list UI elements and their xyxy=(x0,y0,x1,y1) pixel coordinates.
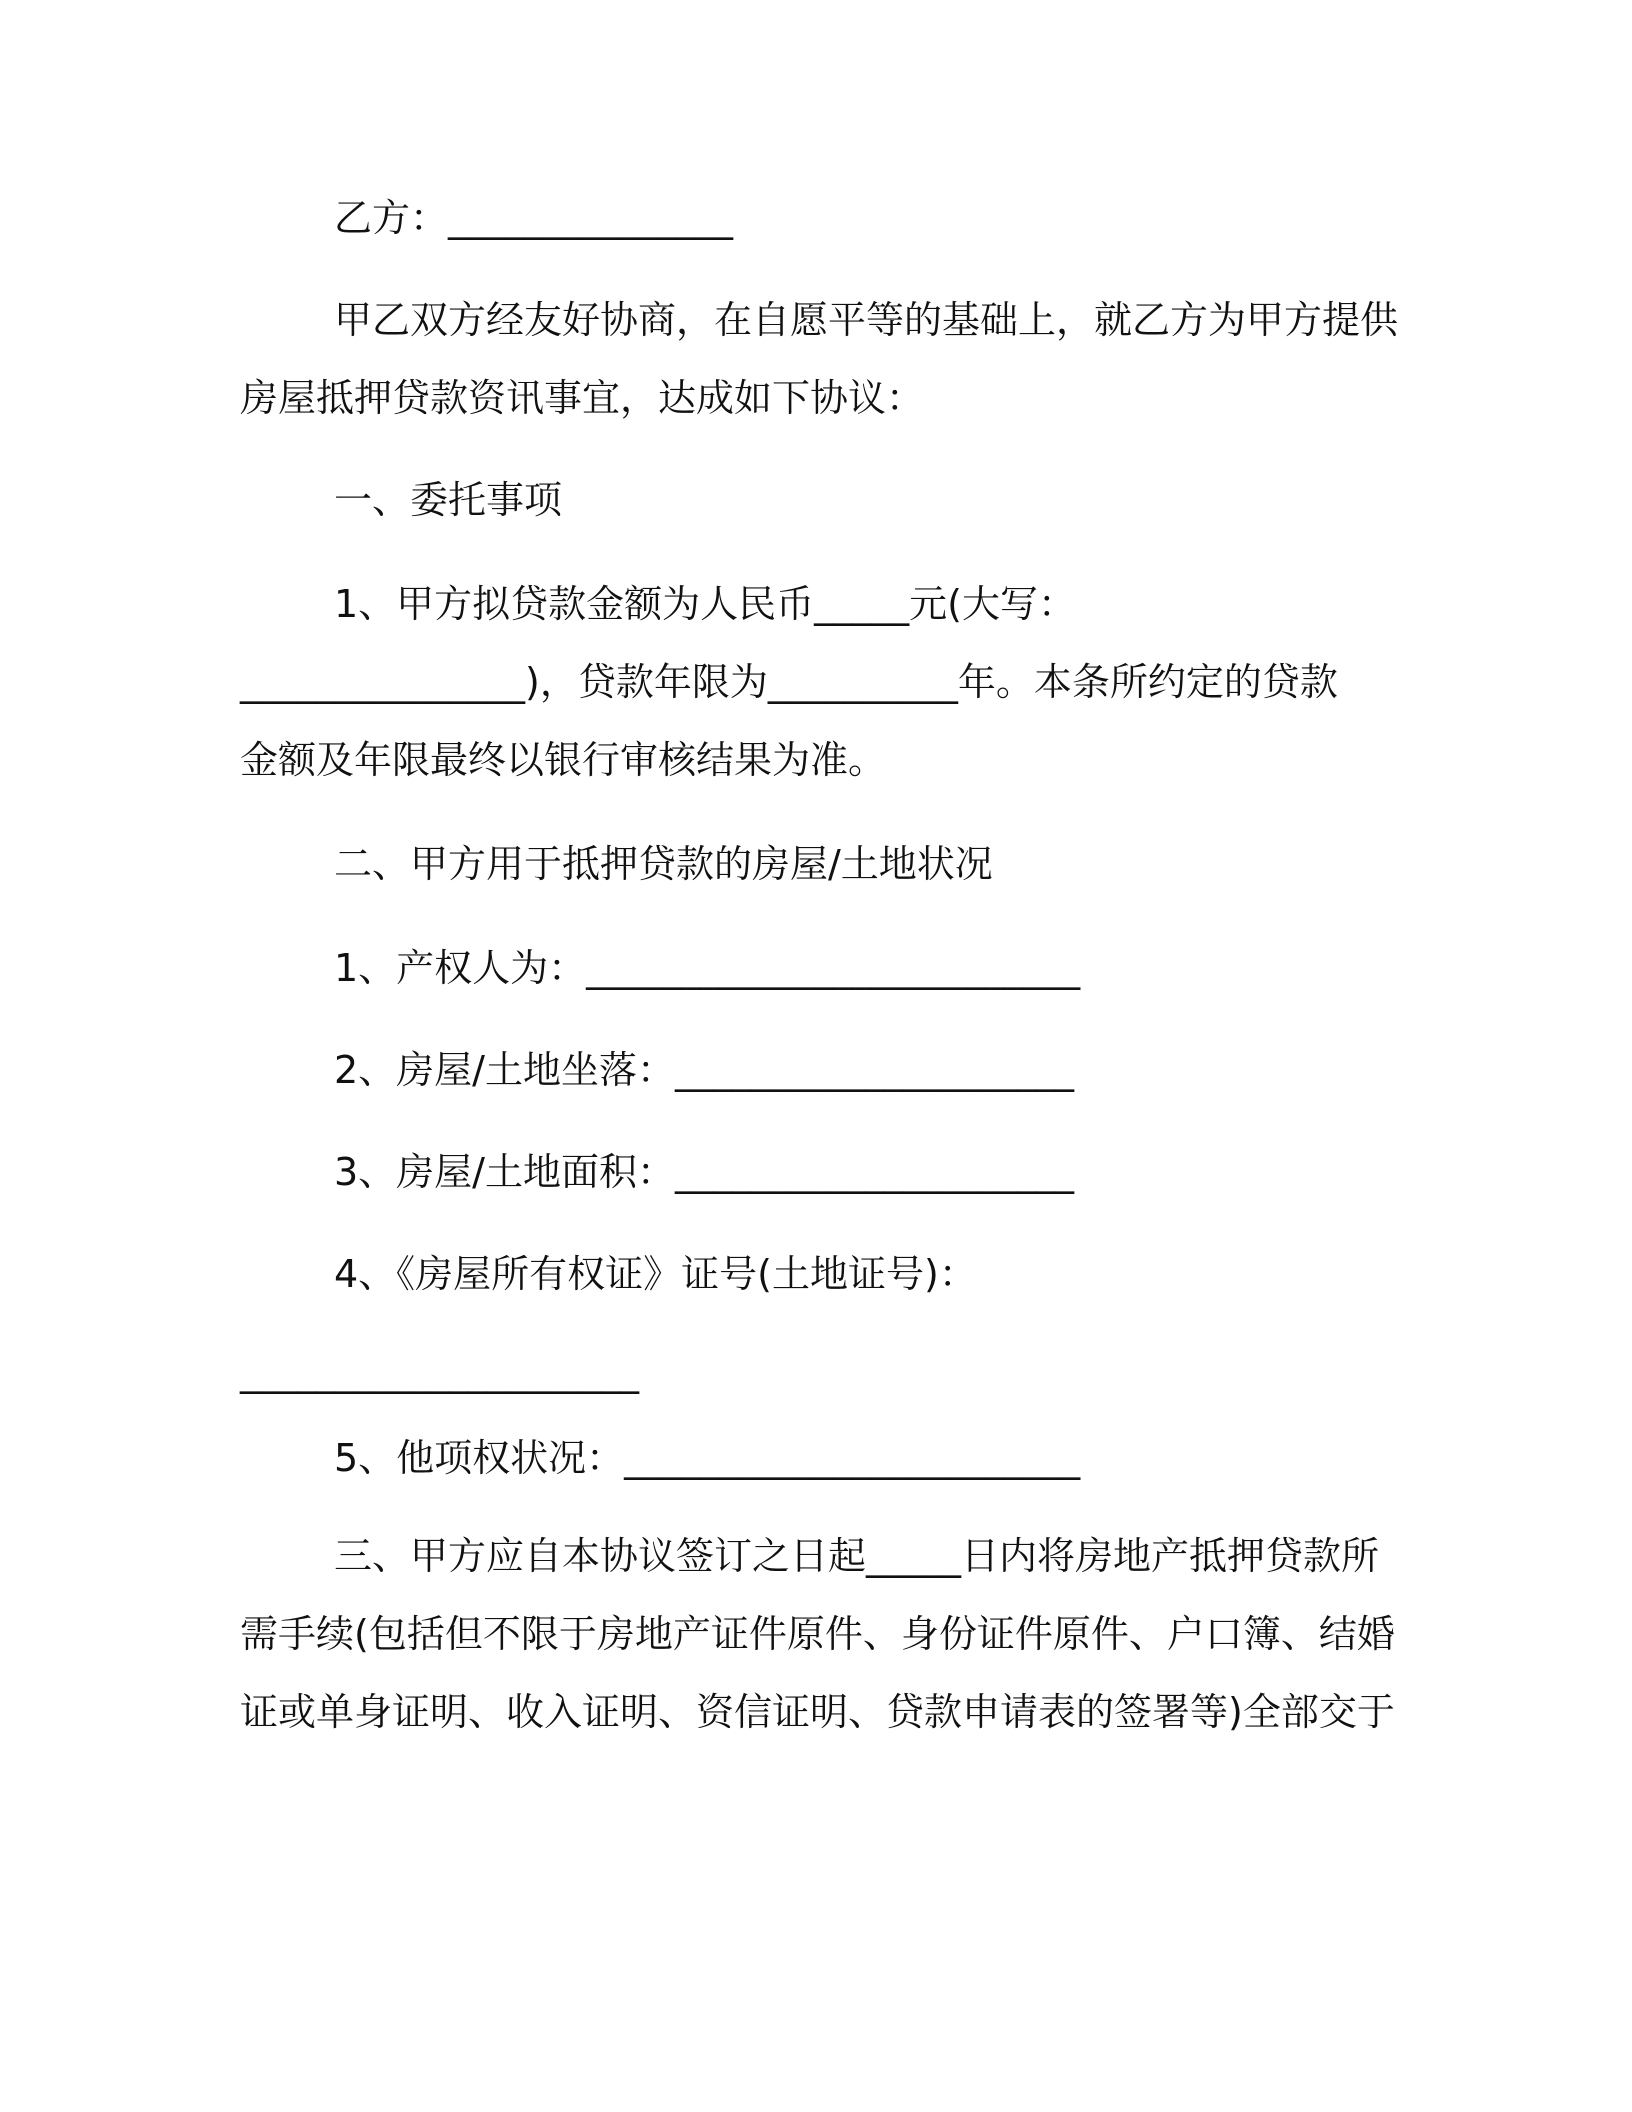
clause-2-5: 5、他项权状况：________________________ xyxy=(334,1436,1081,1480)
intro-paragraph-line-2: 房屋抵押贷款资讯事宜，达成如下协议： xyxy=(240,376,925,420)
clause-1-1-line-2: _______________)，贷款年限为__________年。本条所约定的贷款 xyxy=(240,660,1338,704)
party-b-line: 乙方：_______________ xyxy=(334,196,734,240)
section-3-line-2: 需手续(包括但不限于房地产证件原件、身份证件原件、户口簿、结婚 xyxy=(240,1612,1395,1656)
clause-2-4-line-2: _____________________ xyxy=(240,1350,639,1394)
clause-1-1-line-3: 金额及年限最终以银行审核结果为准。 xyxy=(240,738,887,782)
section-3-line-3: 证或单身证明、收入证明、资信证明、贷款申请表的签署等)全部交于 xyxy=(240,1690,1395,1734)
intro-paragraph-line-1: 甲乙双方经友好协商，在自愿平等的基础上，就乙方为甲方提供 xyxy=(334,298,1399,342)
clause-2-2: 2、房屋/土地坐落：_____________________ xyxy=(334,1048,1074,1092)
clause-1-1-line-1: 1、甲方拟贷款金额为人民币_____元(大写： xyxy=(334,582,1077,626)
section-1-heading: 一、委托事项 xyxy=(334,478,563,522)
clause-2-4-line-1: 4、《房屋所有权证》证号(土地证号)： xyxy=(334,1252,977,1296)
section-2-heading: 二、甲方用于抵押贷款的房屋/土地状况 xyxy=(334,842,993,886)
clause-2-3: 3、房屋/土地面积：_____________________ xyxy=(334,1150,1074,1194)
clause-2-1: 1、产权人为：__________________________ xyxy=(334,946,1081,990)
section-3-line-1: 三、甲方应自本协议签订之日起_____日内将房地产抵押贷款所 xyxy=(334,1534,1380,1578)
